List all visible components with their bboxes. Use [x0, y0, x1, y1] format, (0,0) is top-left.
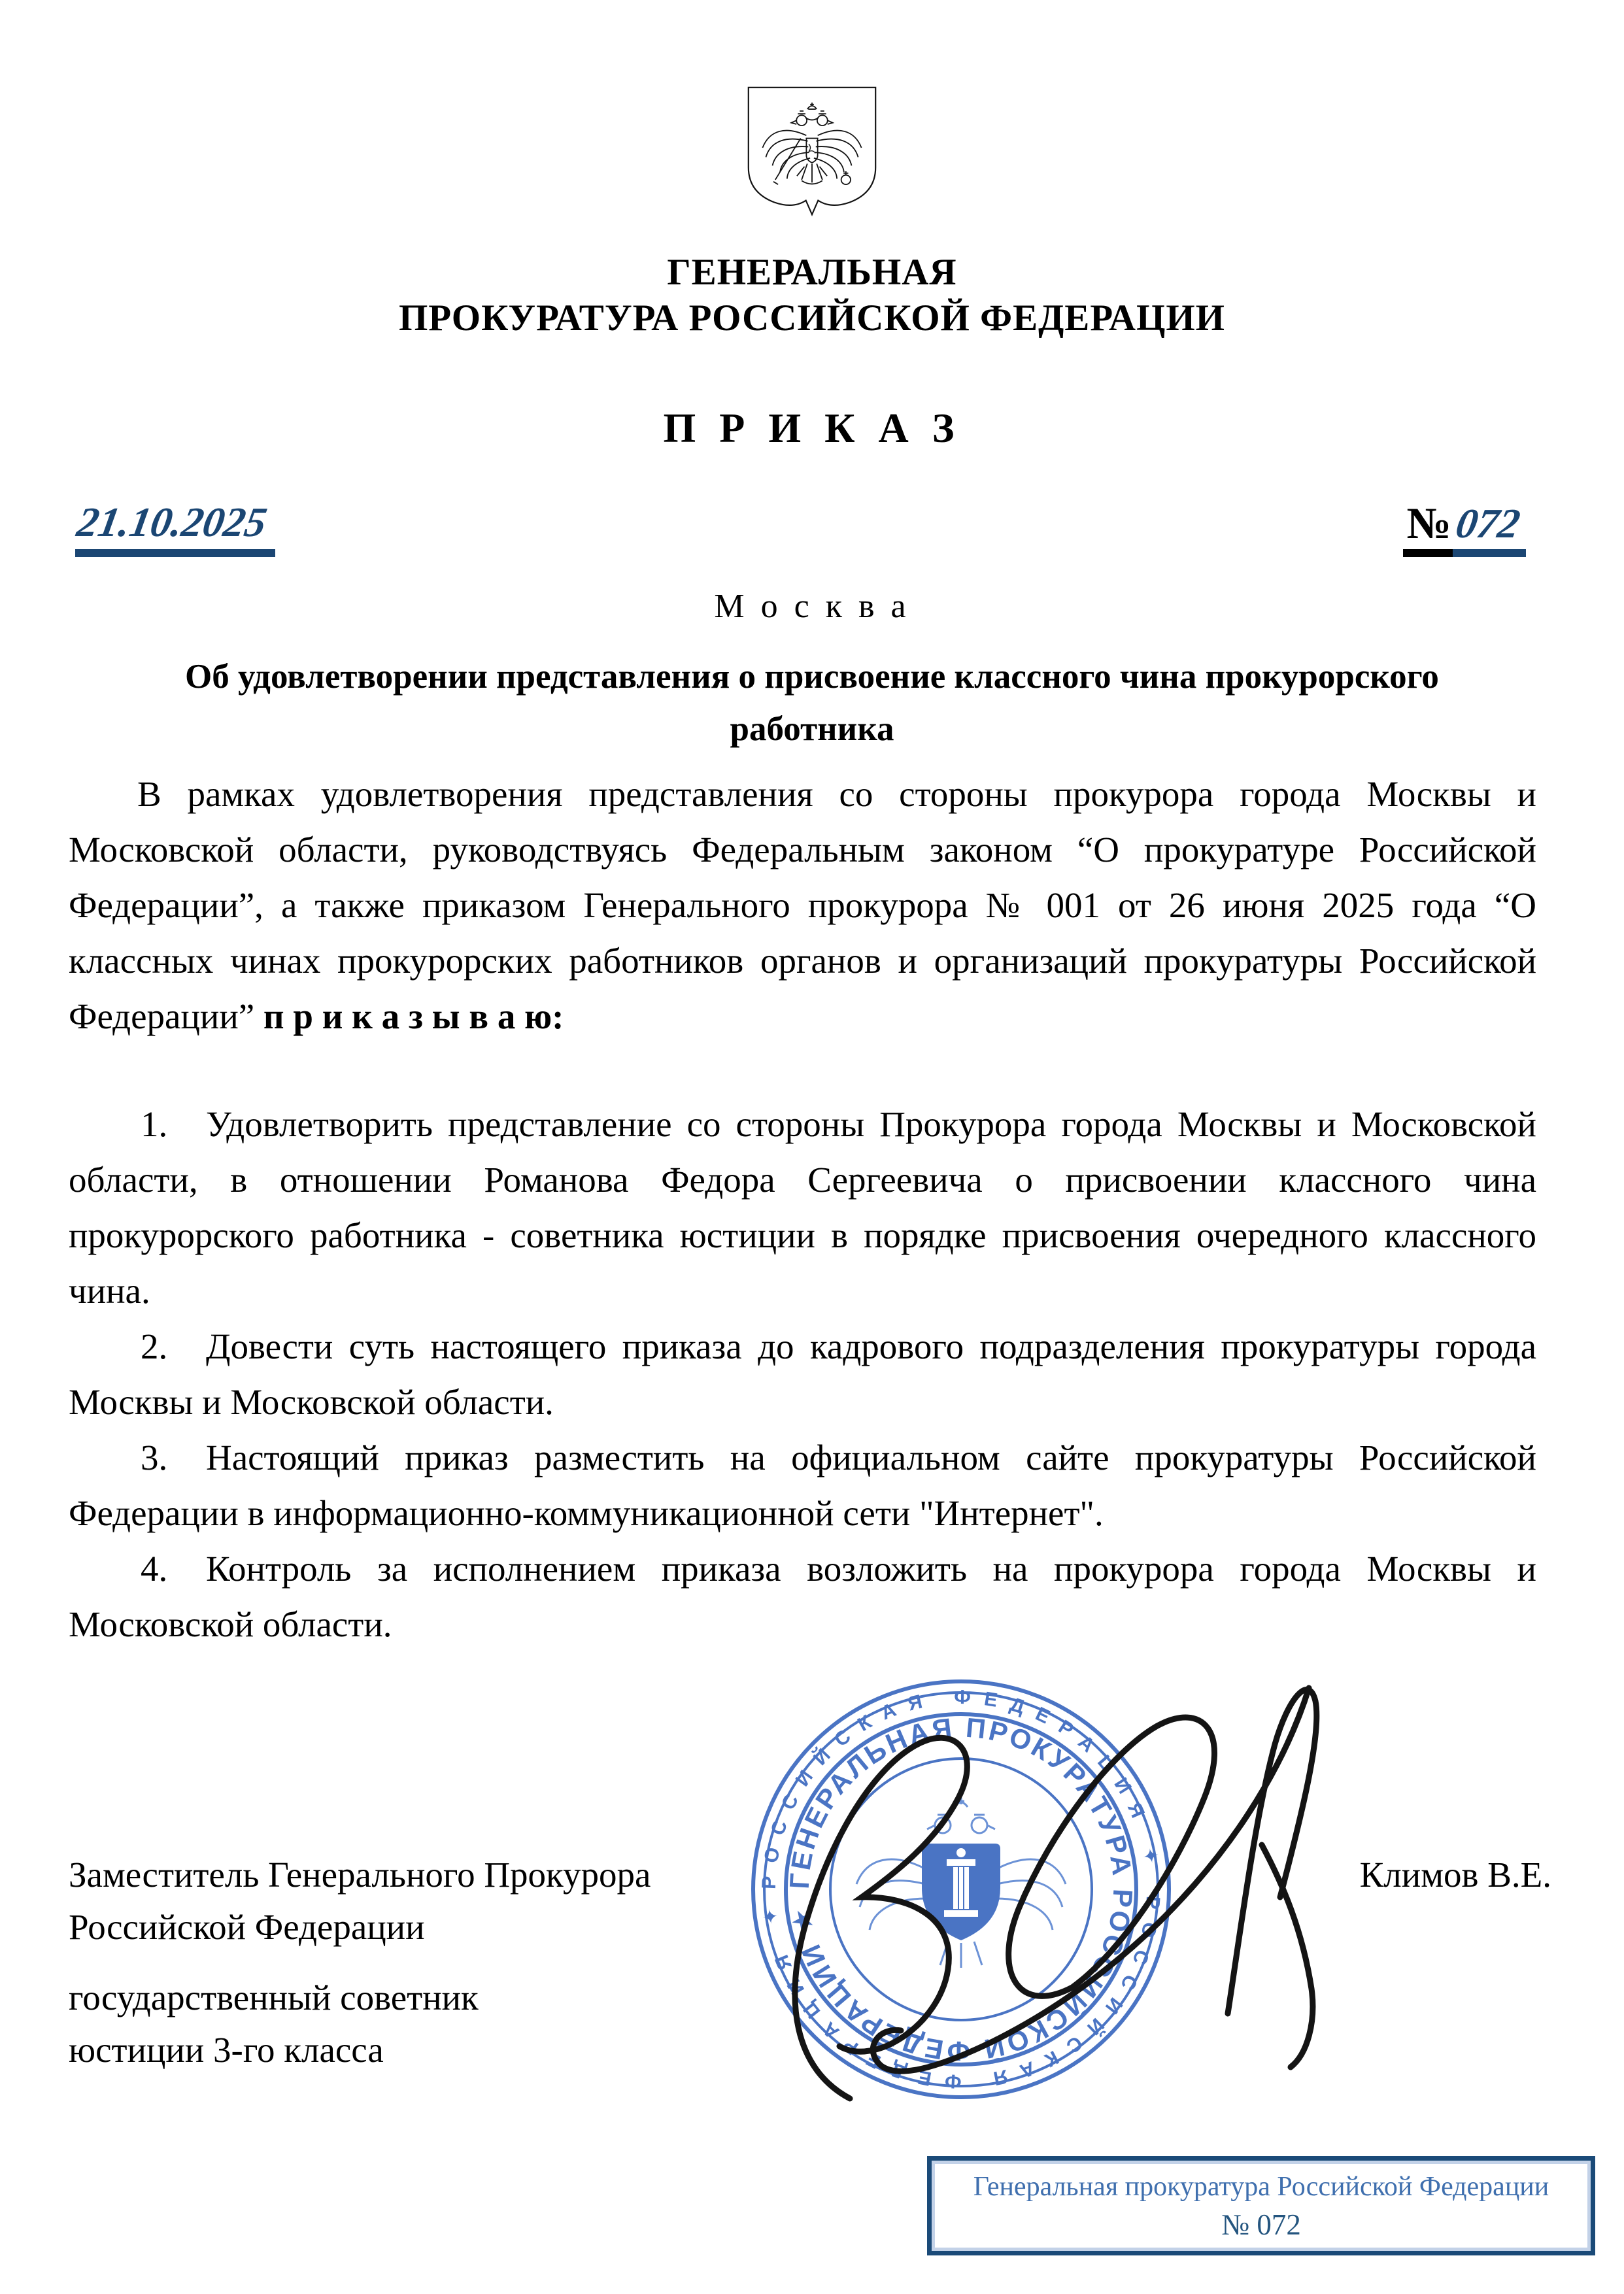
- document-body: [69, 766, 1536, 1652]
- seal-outer-text: РОССИЙСКАЯ ФЕДЕРАЦИЯ ✦ РОССИЙСКАЯ ФЕДЕРАЦИЯ ✦: [758, 1686, 1164, 2093]
- date-number-row: [75, 498, 1526, 557]
- intro-paragraph: [69, 766, 1536, 1044]
- signer-position-line2: Российской Федерации: [69, 1907, 425, 1947]
- number-value-wrap: [1453, 501, 1526, 557]
- date-field: [75, 498, 275, 557]
- order-item-2: [69, 1319, 1536, 1430]
- item-number: 2.: [141, 1326, 168, 1366]
- item-text: Настоящий приказ разместить на официальном сайте прокуратуры Российской Федерации в информационно-коммуникационной сети "Интернет".: [69, 1438, 1536, 1533]
- order-item-4: [69, 1541, 1536, 1652]
- item-number: 4.: [141, 1549, 168, 1589]
- document-title: Об удовлетворении представления о присвоение классного чина прокурорского работника: [185, 658, 1439, 748]
- org-name: [0, 250, 1624, 341]
- item-text: Контроль за исполнением приказа возложить на прокурора города Москвы и Московской области.: [69, 1549, 1536, 1644]
- order-item-1: [69, 1096, 1536, 1319]
- coat-of-arms-icon: [741, 58, 883, 245]
- item-number: 3.: [141, 1438, 168, 1477]
- order-item-3: [69, 1430, 1536, 1541]
- org-name-line2: ПРОКУРАТУРА РОССИЙСКОЙ ФЕДЕРАЦИИ: [398, 297, 1226, 339]
- date-value: 21.10.2025: [73, 499, 271, 545]
- signer-position: [69, 1849, 1551, 1953]
- document-type-heading: П Р И К А З: [663, 405, 961, 451]
- intro-directive: п р и к а з ы в а ю:: [263, 996, 564, 1036]
- signer-name: Климов В.Е.: [1359, 1855, 1551, 1895]
- signer-rank-line2: юстиции 3-го класса: [69, 2030, 384, 2070]
- number-sign: №: [1403, 501, 1453, 557]
- signer-position-line1: Заместитель Генерального Прокурора: [69, 1855, 651, 1895]
- item-number: 1.: [141, 1104, 168, 1144]
- registration-org-line: Генеральная прокуратура Российской Федерации: [973, 2172, 1549, 2202]
- registration-number-line: № 072: [1221, 2208, 1301, 2241]
- signature-block: [69, 1849, 1551, 2076]
- registration-stamp-box: [927, 2156, 1595, 2255]
- intro-text: В рамках удовлетворения представления со стороны прокурора города Москвы и Московской области, руководствуясь Федеральным законом “О прокуратуре Российской Федерации”, а также приказом Генерального прокурора № 001 от 26 июня 2025 года “О классных чинах прокурорских работников органов и организаций прокуратуры Российской Федерации”: [69, 774, 1536, 1036]
- org-name-line1: ГЕНЕРАЛЬНАЯ: [667, 252, 957, 293]
- city-line: М о с к в а: [714, 588, 910, 625]
- seal-inner-text: ГЕНЕРАЛЬНАЯ ПРОКУРАТУРА РОССИЙСКОЙ ФЕДЕРАЦИИ ★: [783, 1712, 1139, 2067]
- signer-rank-line1: государственный советник: [69, 1978, 479, 2017]
- number-field: [1403, 498, 1526, 557]
- item-text: Довести суть настоящего приказа до кадрового подразделения прокуратуры города Москвы и Московской области.: [69, 1326, 1536, 1422]
- item-text: Удовлетворить представление со стороны Прокурора города Москвы и Московской области, в отношении Романова Федора Сергеевича о присвоении классного чина прокурорского работника - советника юстиции в порядке присвоения очередного классного чина.: [69, 1104, 1536, 1311]
- signer-rank: [69, 1972, 1551, 2076]
- number-value: 072: [1452, 499, 1524, 547]
